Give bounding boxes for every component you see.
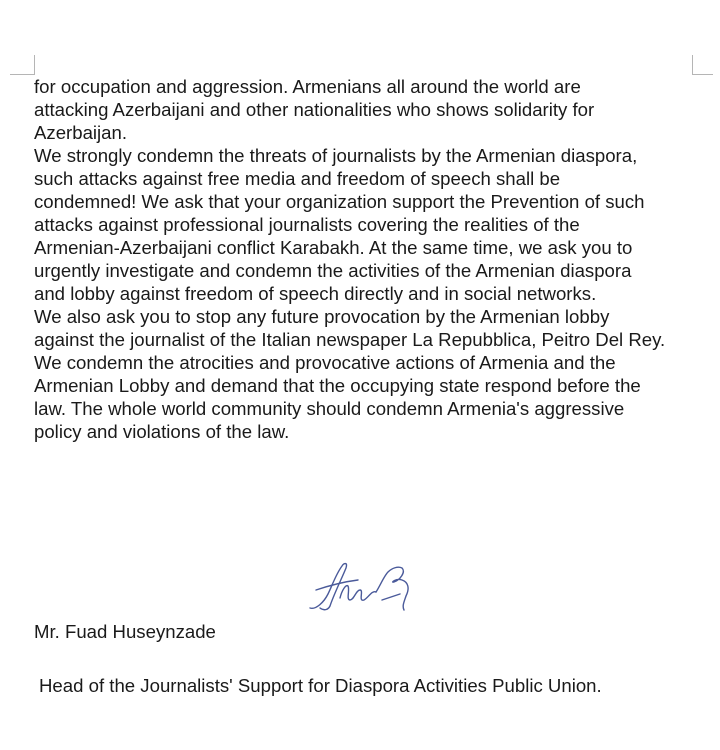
handwritten-signature — [306, 550, 426, 620]
body-line: attacking Azerbaijani and other nationalities who shows solidarity for — [34, 99, 595, 120]
body-line: We condemn the atrocities and provocative actions of Armenia and the — [34, 352, 616, 373]
top-left-margin-mark — [10, 55, 35, 75]
body-line: for occupation and aggression. Armenians all around the world are — [34, 76, 581, 97]
body-line: such attacks against free media and freedom of speech shall be — [34, 168, 561, 189]
body-line: Azerbaijan. — [34, 122, 128, 143]
body-line: law. The whole world community should condemn Armenia's aggressive — [34, 398, 625, 419]
top-right-margin-mark — [692, 55, 713, 75]
body-line: urgently investigate and condemn the activities of the Armenian diaspora — [34, 260, 632, 281]
signer-title: Head of the Journalists' Support for Diaspora Activities Public Union. — [39, 675, 602, 696]
body-line: We also ask you to stop any future provocation by the Armenian lobby — [34, 306, 610, 327]
letter-body — [34, 75, 714, 443]
body-line: Armenian-Azerbaijani conflict Karabakh. At the same time, we ask you to — [34, 237, 633, 258]
signature-strokes — [310, 564, 408, 610]
body-line: and lobby against freedom of speech directly and in social networks. — [34, 283, 597, 304]
body-line: Armenian Lobby and demand that the occupying state respond before the — [34, 375, 641, 396]
body-line: We strongly condemn the threats of journalists by the Armenian diaspora, — [34, 145, 638, 166]
body-line: condemned! We ask that your organization support the Prevention of such — [34, 191, 645, 212]
body-line: policy and violations of the law. — [34, 421, 290, 442]
body-line: against the journalist of the Italian newspaper La Repubblica, Peitro Del Rey. — [34, 329, 666, 350]
body-line: attacks against professional journalists covering the realities of the — [34, 214, 580, 235]
signer-name: Mr. Fuad Huseynzade — [34, 621, 216, 642]
